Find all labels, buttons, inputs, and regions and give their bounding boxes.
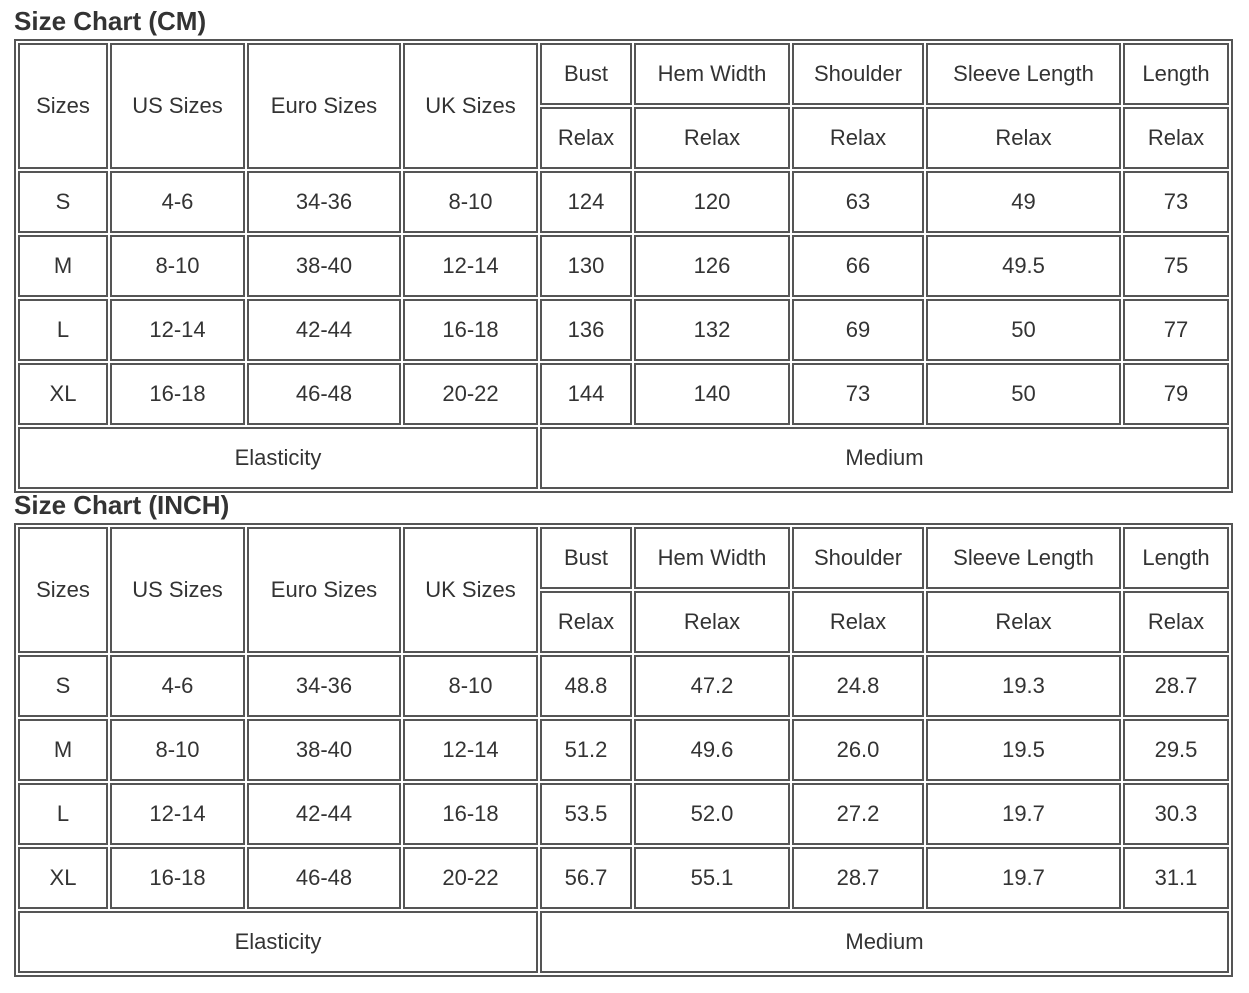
bust-cell: 124 <box>540 171 632 233</box>
us-size-cell: 8-10 <box>110 235 245 297</box>
sleeve-length-cell: 49.5 <box>926 235 1121 297</box>
table-row <box>18 783 1229 845</box>
header-bust: Bust <box>540 527 632 589</box>
size-cell: XL <box>18 847 108 909</box>
fit-bust: Relax <box>540 107 632 169</box>
fit-hem-width: Relax <box>634 591 790 653</box>
shoulder-cell: 69 <box>792 299 924 361</box>
length-cell: 31.1 <box>1123 847 1229 909</box>
table-row <box>18 719 1229 781</box>
header-bust: Bust <box>540 43 632 105</box>
length-cell: 73 <box>1123 171 1229 233</box>
euro-size-cell: 38-40 <box>247 235 401 297</box>
shoulder-cell: 28.7 <box>792 847 924 909</box>
table-row <box>18 847 1229 909</box>
euro-size-cell: 42-44 <box>247 299 401 361</box>
header-us-sizes: US Sizes <box>110 43 245 169</box>
size-cell: M <box>18 235 108 297</box>
header-hem-width: Hem Width <box>634 527 790 589</box>
size-cell: M <box>18 719 108 781</box>
header-sleeve-length: Sleeve Length <box>926 43 1121 105</box>
uk-size-cell: 16-18 <box>403 783 538 845</box>
header-sizes: Sizes <box>18 527 108 653</box>
header-uk-sizes: UK Sizes <box>403 527 538 653</box>
us-size-cell: 8-10 <box>110 719 245 781</box>
size-cell: XL <box>18 363 108 425</box>
uk-size-cell: 20-22 <box>403 363 538 425</box>
uk-size-cell: 8-10 <box>403 655 538 717</box>
sleeve-length-cell: 50 <box>926 363 1121 425</box>
size-cell: S <box>18 171 108 233</box>
size-chart-cm-title: Size Chart (CM) <box>14 6 207 36</box>
size-cell: L <box>18 783 108 845</box>
hem-width-cell: 55.1 <box>634 847 790 909</box>
elasticity-row <box>18 911 1229 973</box>
shoulder-cell: 63 <box>792 171 924 233</box>
table-row <box>18 171 1229 233</box>
header-length: Length <box>1123 43 1229 105</box>
sleeve-length-cell: 50 <box>926 299 1121 361</box>
size-chart-inch-table <box>14 523 1233 977</box>
header-shoulder: Shoulder <box>792 527 924 589</box>
hem-width-cell: 132 <box>634 299 790 361</box>
header-row <box>18 43 1229 105</box>
us-size-cell: 4-6 <box>110 655 245 717</box>
bust-cell: 48.8 <box>540 655 632 717</box>
us-size-cell: 12-14 <box>110 783 245 845</box>
euro-size-cell: 42-44 <box>247 783 401 845</box>
size-chart-cm-table <box>14 39 1233 493</box>
bust-cell: 56.7 <box>540 847 632 909</box>
sleeve-length-cell: 19.7 <box>926 847 1121 909</box>
uk-size-cell: 12-14 <box>403 235 538 297</box>
table-row <box>18 363 1229 425</box>
bust-cell: 136 <box>540 299 632 361</box>
table-row <box>18 299 1229 361</box>
bust-cell: 144 <box>540 363 632 425</box>
shoulder-cell: 27.2 <box>792 783 924 845</box>
uk-size-cell: 8-10 <box>403 171 538 233</box>
elasticity-label: Elasticity <box>18 911 538 973</box>
header-uk-sizes: UK Sizes <box>403 43 538 169</box>
shoulder-cell: 24.8 <box>792 655 924 717</box>
sleeve-length-cell: 19.3 <box>926 655 1121 717</box>
fit-bust: Relax <box>540 591 632 653</box>
bust-cell: 53.5 <box>540 783 632 845</box>
bust-cell: 130 <box>540 235 632 297</box>
hem-width-cell: 49.6 <box>634 719 790 781</box>
shoulder-cell: 26.0 <box>792 719 924 781</box>
fit-sleeve-length: Relax <box>926 107 1121 169</box>
fit-hem-width: Relax <box>634 107 790 169</box>
length-cell: 79 <box>1123 363 1229 425</box>
hem-width-cell: 126 <box>634 235 790 297</box>
fit-shoulder: Relax <box>792 107 924 169</box>
header-hem-width: Hem Width <box>634 43 790 105</box>
length-cell: 77 <box>1123 299 1229 361</box>
table-row <box>18 235 1229 297</box>
us-size-cell: 16-18 <box>110 363 245 425</box>
elasticity-value: Medium <box>540 911 1229 973</box>
header-euro-sizes: Euro Sizes <box>247 527 401 653</box>
header-sleeve-length: Sleeve Length <box>926 527 1121 589</box>
header-length: Length <box>1123 527 1229 589</box>
sleeve-length-cell: 19.5 <box>926 719 1121 781</box>
elasticity-value: Medium <box>540 427 1229 489</box>
header-shoulder: Shoulder <box>792 43 924 105</box>
length-cell: 28.7 <box>1123 655 1229 717</box>
table-row <box>18 655 1229 717</box>
fit-shoulder: Relax <box>792 591 924 653</box>
hem-width-cell: 47.2 <box>634 655 790 717</box>
us-size-cell: 4-6 <box>110 171 245 233</box>
size-cell: S <box>18 655 108 717</box>
uk-size-cell: 16-18 <box>403 299 538 361</box>
size-chart-inch-title: Size Chart (INCH) <box>14 490 230 520</box>
fit-sleeve-length: Relax <box>926 591 1121 653</box>
length-cell: 75 <box>1123 235 1229 297</box>
hem-width-cell: 52.0 <box>634 783 790 845</box>
euro-size-cell: 34-36 <box>247 655 401 717</box>
uk-size-cell: 20-22 <box>403 847 538 909</box>
elasticity-label: Elasticity <box>18 427 538 489</box>
fit-length: Relax <box>1123 107 1229 169</box>
header-row <box>18 527 1229 589</box>
header-sizes: Sizes <box>18 43 108 169</box>
euro-size-cell: 46-48 <box>247 847 401 909</box>
hem-width-cell: 140 <box>634 363 790 425</box>
fit-length: Relax <box>1123 591 1229 653</box>
euro-size-cell: 38-40 <box>247 719 401 781</box>
shoulder-cell: 66 <box>792 235 924 297</box>
euro-size-cell: 46-48 <box>247 363 401 425</box>
bust-cell: 51.2 <box>540 719 632 781</box>
header-us-sizes: US Sizes <box>110 527 245 653</box>
us-size-cell: 16-18 <box>110 847 245 909</box>
length-cell: 29.5 <box>1123 719 1229 781</box>
hem-width-cell: 120 <box>634 171 790 233</box>
size-cell: L <box>18 299 108 361</box>
us-size-cell: 12-14 <box>110 299 245 361</box>
sleeve-length-cell: 19.7 <box>926 783 1121 845</box>
uk-size-cell: 12-14 <box>403 719 538 781</box>
elasticity-row <box>18 427 1229 489</box>
euro-size-cell: 34-36 <box>247 171 401 233</box>
shoulder-cell: 73 <box>792 363 924 425</box>
length-cell: 30.3 <box>1123 783 1229 845</box>
header-euro-sizes: Euro Sizes <box>247 43 401 169</box>
sleeve-length-cell: 49 <box>926 171 1121 233</box>
